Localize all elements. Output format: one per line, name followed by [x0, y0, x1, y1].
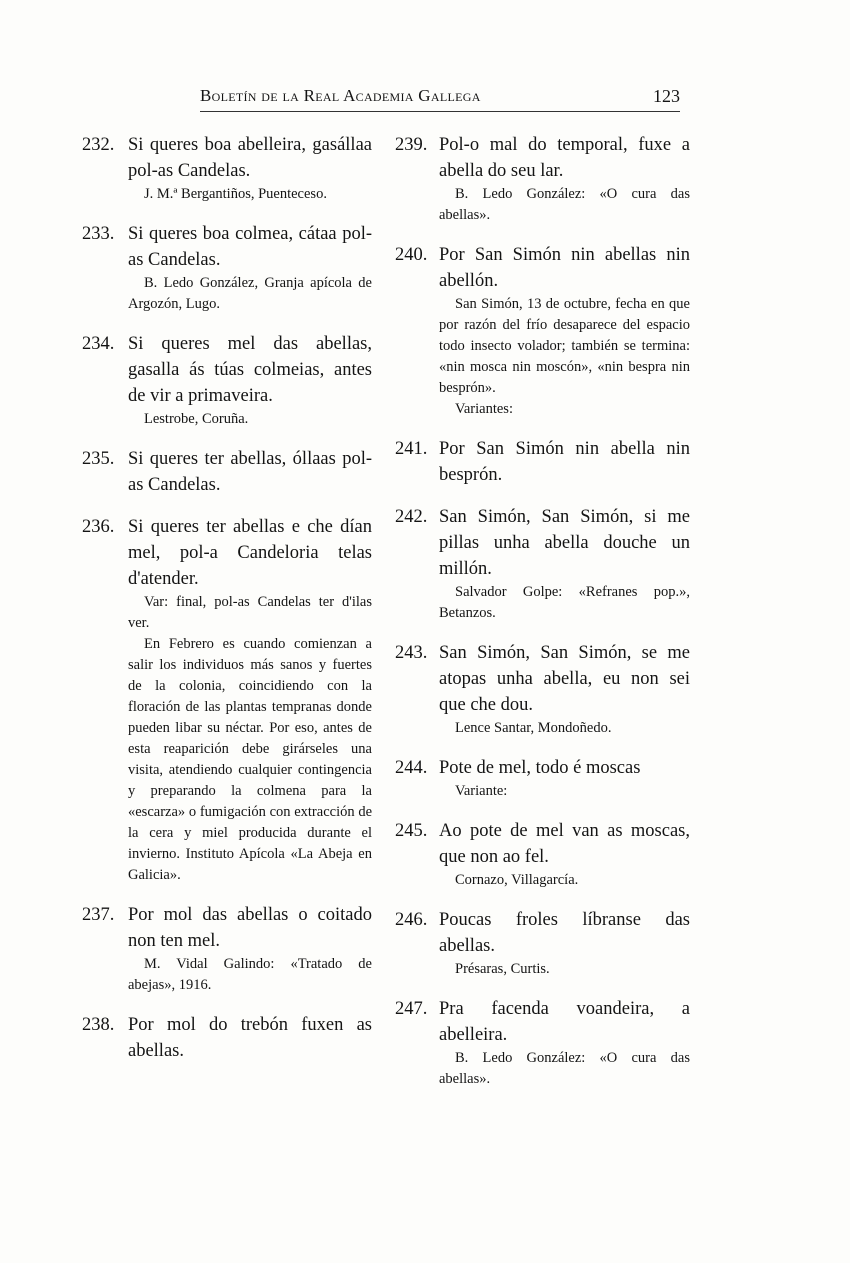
proverb-number: 238. [82, 1015, 115, 1035]
source-citation: Lestrobe, Coruña. [144, 411, 249, 427]
proverb-entry [395, 755, 690, 802]
variant-note: Var: final, pol-as Candelas ter d'ilas ver. [128, 594, 372, 631]
proverb-line [82, 132, 372, 184]
proverb-number: 233. [82, 224, 115, 244]
proverb-entry [82, 132, 372, 205]
proverb-number: 245. [395, 821, 428, 841]
proverb-line [395, 755, 690, 781]
proverb-text: San Simón, San Simón, si me pillas unha abella douche un millón. [439, 507, 690, 579]
proverb-entry [82, 902, 372, 996]
source-citation: B. Ledo González: «O cura das abellas». [439, 186, 690, 223]
proverb-entry [395, 132, 690, 226]
running-header [200, 86, 680, 116]
proverb-entry [395, 504, 690, 624]
proverb-text: Por mol do trebón fuxen as abellas. [128, 1015, 372, 1061]
proverb-entry [82, 221, 372, 315]
source-citation: M. Vidal Galindo: «Tratado de abejas», 1916. [128, 956, 372, 993]
proverb-text: Ao pote de mel van as moscas, que non ao fel. [439, 821, 690, 867]
proverb-number: 236. [82, 517, 115, 537]
variant-note: Variantes: [455, 401, 513, 417]
proverb-line [395, 818, 690, 870]
proverb-number: 239. [395, 135, 428, 155]
proverb-entry [82, 514, 372, 886]
proverb-text: Pra facenda voandeira, a abelleira. [439, 999, 690, 1045]
proverb-text: Si queres boa abelleira, gasállaa pol-as Candelas. [128, 135, 372, 181]
proverb-number: 240. [395, 245, 428, 265]
proverb-entry [395, 436, 690, 488]
proverb-line [82, 1012, 372, 1064]
proverb-entry [395, 242, 690, 420]
proverb-line [82, 331, 372, 409]
proverb-line [82, 221, 372, 273]
proverb-text: Por mol das abellas o coitado non ten mel. [128, 905, 372, 951]
proverb-number: 244. [395, 758, 428, 778]
proverb-line [395, 436, 690, 488]
proverb-text: Si queres ter abellas e che dían mel, pol-a Candeloria telas d'atender. [128, 517, 372, 589]
proverb-entry [82, 446, 372, 498]
commentary-note: San Simón, 13 de octubre, fecha en que por razón del frío desaparece del espacio todo insecto volador; también se termina: «nin mosca nin moscón», «nin bespra nin besprón». [439, 296, 690, 396]
proverb-number: 241. [395, 439, 428, 459]
source-citation: J. M.ª Bergantiños, Puenteceso. [144, 186, 327, 202]
proverb-text: Poucas froles líbranse das abellas. [439, 910, 690, 956]
proverb-text: Si queres mel das abellas, gasalla ás túas colmeias, antes de vir a primaveira. [128, 334, 372, 406]
proverb-line [395, 242, 690, 294]
proverb-number: 235. [82, 449, 115, 469]
proverb-entry [395, 818, 690, 891]
proverb-line [395, 907, 690, 959]
proverb-number: 243. [395, 643, 428, 663]
proverb-number: 237. [82, 905, 115, 925]
proverb-line [395, 640, 690, 718]
proverb-entry [82, 331, 372, 430]
proverb-line [82, 902, 372, 954]
source-citation: B. Ledo González, Granja apícola de Argozón, Lugo. [128, 275, 372, 312]
proverb-entry [395, 640, 690, 739]
proverb-number: 232. [82, 135, 115, 155]
proverb-line [82, 446, 372, 498]
commentary-note: En Febrero es cuando comienzan a salir los individuos más sanos y fuertes de la colonia, coincidiendo con la floración de las plantas tempranas donde pueden libar su néctar. Por eso, antes de esta reaparición debe girárseles una visita, atendiendo cualquier contingencia y preparando la colmena para la «escarza» o fumigación con extracción de la cera y miel producida durante el invierno. Instituto Apícola «La Abeja en Galicia». [128, 636, 372, 883]
right-column [395, 132, 690, 1106]
source-citation: Cornazo, Villagarcía. [455, 872, 579, 888]
proverb-line [82, 514, 372, 592]
proverb-line [395, 132, 690, 184]
source-citation: Salvador Golpe: «Refranes pop.», Betanzos. [439, 584, 690, 621]
proverb-text: Si queres boa colmea, cátaa pol-as Candelas. [128, 224, 372, 270]
proverb-line [395, 996, 690, 1048]
proverb-number: 242. [395, 507, 428, 527]
proverb-text: Pol-o mal do temporal, fuxe a abella do seu lar. [439, 135, 690, 181]
proverb-number: 234. [82, 334, 115, 354]
source-citation: B. Ledo González: «O cura das abellas». [439, 1050, 690, 1087]
journal-title: Boletín de la Real Academia Gallega [200, 86, 481, 105]
proverb-number: 247. [395, 999, 428, 1019]
proverb-entry [82, 1012, 372, 1064]
proverb-text: Si queres ter abellas, óllaas pol-as Candelas. [128, 449, 372, 495]
proverb-entry [395, 996, 690, 1090]
variant-note: Variante: [455, 783, 508, 799]
proverb-text: Pote de mel, todo é moscas [439, 758, 641, 778]
proverb-line [395, 504, 690, 582]
proverb-text: San Simón, San Simón, se me atopas unha abella, eu non sei que che dou. [439, 643, 690, 715]
page-number: 123 [653, 86, 680, 106]
left-column [82, 132, 372, 1080]
source-citation: Lence Santar, Mondoñedo. [455, 720, 612, 736]
header-rule [200, 111, 680, 112]
proverb-text: Por San Simón nin abellas nin abellón. [439, 245, 690, 291]
proverb-entry [395, 907, 690, 980]
proverb-number: 246. [395, 910, 428, 930]
source-citation: Présaras, Curtis. [455, 961, 550, 977]
proverb-text: Por San Simón nin abella nin besprón. [439, 439, 690, 485]
